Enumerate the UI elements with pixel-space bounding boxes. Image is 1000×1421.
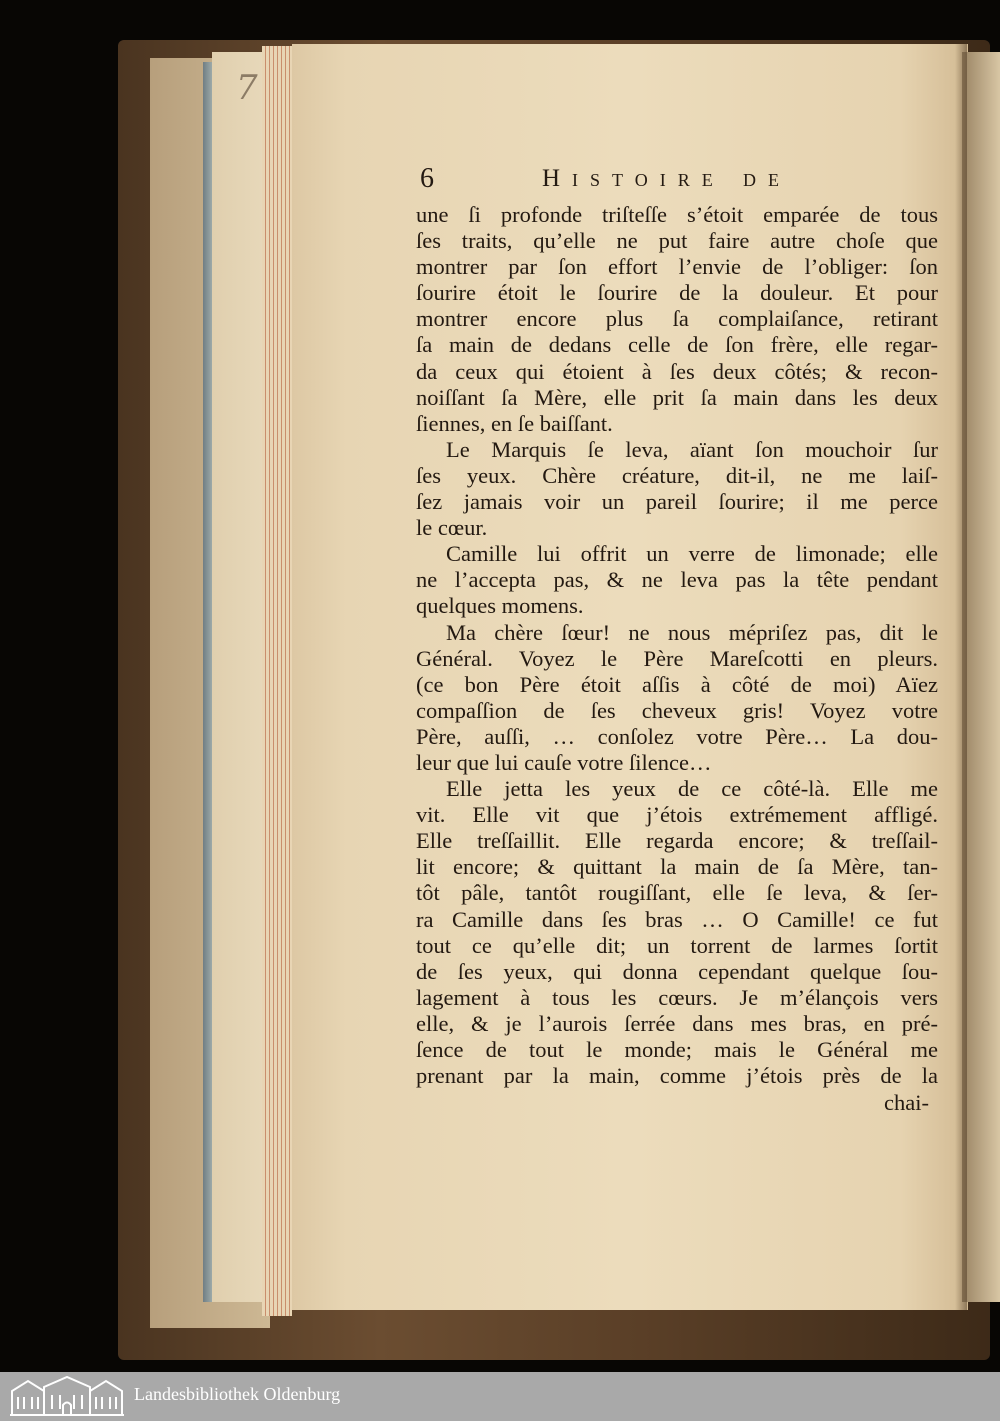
text-line: (ce bon Père étoit aſſis à côté de moi) Aïez [416,671,938,697]
text-line: le cœur. [416,515,488,541]
text-line: ſes yeux. Chère créature, dit-il, ne me laiſ- [416,462,938,488]
text-line: ra Camille dans ſes bras … O Camille! ce fut [416,906,938,932]
page-edges [262,46,292,1316]
text-line: compaſſion de ſes cheveux gris! Voyez votre [416,697,938,723]
library-building-icon [8,1375,126,1421]
text-line: lagement à tous les cœurs. Je m’élançois vers [416,984,938,1010]
text-line: Elle treſſaillit. Elle regarda encore; & treſſail- [416,828,938,854]
facing-page-edge [962,52,1000,1302]
text-line: noiſſant ſa Mère, elle prit ſa main dans les deux [416,384,938,410]
text-line: montrer encore plus ſa complaiſance, retirant [416,306,938,332]
text-line: Général. Voyez le Père Mareſcotti en pleurs. [416,645,938,671]
text-line: Ma chère ſœur! ne nous mépriſez pas, dit le [446,619,938,645]
text-line: Camille lui offrit un verre de limonade; elle [446,541,938,567]
text-line: da ceux qui étoient à ſes deux côtés; & recon- [416,358,938,384]
pencil-mark: 7 [236,68,258,108]
text-line: ſes traits, qu’elle ne put faire autre choſe que [416,228,938,254]
text-line: prenant par la main, comme j’étois près de la [416,1063,938,1089]
text-line: ne l’accepta pas, & ne leva pas la tête pendant [416,567,938,593]
page-number: 6 [420,163,434,194]
text-line: de ſes yeux, qui donna cependant quelque ſou- [416,958,938,984]
body-text [416,202,938,1089]
running-head: Histoire de [542,165,791,192]
library-name: Landesbibliothek Oldenburg [134,1384,341,1404]
text-line: Père, auſſi, … conſolez votre Père… La dou- [416,723,938,749]
text-line: ſourire étoit le ſourire de la douleur. Et pour [416,280,938,306]
gutter-shadow [955,44,967,1310]
text-line: une ſi profonde triſteſſe s’étoit emparée de tous [416,202,938,227]
text-line: ſence de tout le monde; mais le Général me [416,1037,938,1062]
text-line: Elle jetta les yeux de ce côté-là. Elle me [446,776,938,802]
text-line: ſiennes, en ſe baiſſant. [416,410,613,436]
text-line: ſa main de dedans celle de ſon frère, elle regar- [416,332,938,358]
text-line: quelques momens. [416,593,584,619]
text-line: tout ce qu’elle dit; un torrent de larmes ſortit [416,932,938,958]
text-line: vit. Elle vit que j’étois extrémement affligé. [416,802,938,828]
text-line: leur que lui cauſe votre ſilence… [416,749,712,775]
page-header [420,163,940,197]
footer-bar [0,1372,1000,1421]
text-line: tôt pâle, tantôt rougiſſant, elle ſe leva, & ſer- [416,880,938,906]
text-line: lit encore; & quittant la main de ſa Mère, tan- [416,854,938,880]
text-line: montrer par ſon effort l’envie de l’obliger: ſon [416,254,938,280]
text-line: elle, & je l’aurois ſerrée dans mes bras, en pré- [416,1010,938,1036]
text-line: ſez jamais voir un pareil ſourire; il me perce [416,489,938,515]
catchword: chai- [884,1090,929,1115]
text-line: Le Marquis ſe leva, aïant ſon mouchoir ſur [446,436,938,462]
